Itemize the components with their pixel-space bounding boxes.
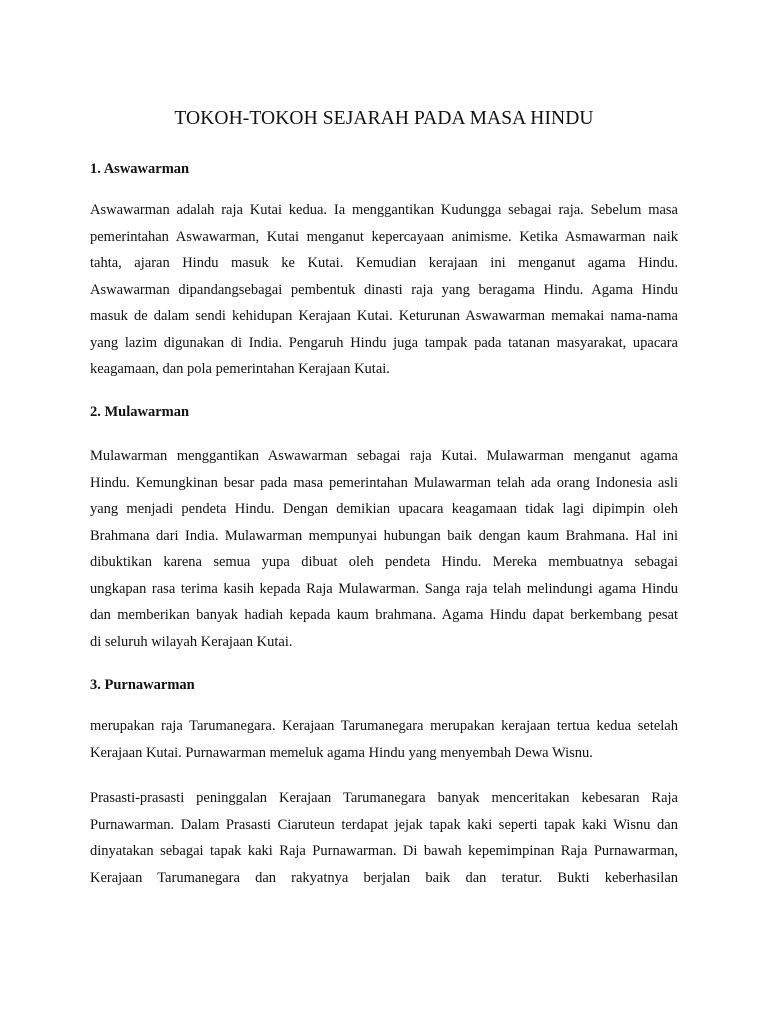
text-line: dan memberikan banyak hadiah kepada kaum brahmana. Agama Hindu dapat berkembang pesat bbox=[90, 607, 678, 623]
text-line: dinyatakan sebagai tapak kaki Raja Purnawarman. Di bawah kepemimpinan Raja Purnawarman, bbox=[90, 843, 678, 859]
text-line: yang menjadi pendeta Hindu. Dengan demikian upacara keagamaan tidak lagi dipimpin oleh bbox=[90, 501, 678, 517]
paragraph-aswawarman bbox=[90, 197, 678, 383]
text-line: Aswawarman dipandangsebagai pembentuk dinasti raja yang beragama Hindu. Agama Hindu bbox=[90, 281, 678, 298]
text-line: Brahmana dari India. Mulawarman mempunyai hubungan baik dengan kaum Brahmana. Hal ini bbox=[90, 527, 678, 544]
paragraph-purnawarman-1 bbox=[90, 713, 678, 766]
section-heading-aswawarman: 1. Aswawarman bbox=[90, 161, 190, 177]
text-line: merupakan raja Tarumanegara. Kerajaan Tarumanegara merupakan kerajaan tertua kedua setelah bbox=[90, 718, 678, 734]
text-line: Prasasti-prasasti peninggalan Kerajaan Tarumanegara banyak menceritakan kebesaran Raja bbox=[90, 790, 678, 806]
text-line: dibuktikan karena semua yupa dibuat oleh pendeta Hindu. Mereka membuatnya sebagai bbox=[90, 554, 678, 570]
section-heading-mulawarman: 2. Mulawarman bbox=[90, 404, 190, 420]
text-line: di seluruh wilayah Kerajaan Kutai. bbox=[90, 633, 293, 650]
text-line: Kerajaan Kutai. Purnawarman memeluk agama Hindu yang menyembah Dewa Wisnu. bbox=[90, 744, 593, 761]
paragraph-mulawarman bbox=[90, 443, 678, 655]
text-line: masuk de dalam sendi kehidupan Kerajaan Kutai. Keturunan Aswawarman memakai nama-nama bbox=[90, 308, 678, 324]
text-line: Hindu. Kemungkinan besar pada masa pemerintahan Mulawarman telah ada orang Indonesia asli bbox=[90, 474, 678, 491]
text-line: yang lazim digunakan di India. Pengaruh Hindu juga tampak pada tatanan masyarakat, upacara bbox=[90, 334, 678, 351]
text-line: Kerajaan Tarumanegara dan rakyatnya berjalan baik dan teratur. Bukti keberhasilan bbox=[90, 869, 678, 886]
text-line: keagamaan, dan pola pemerintahan Kerajaan Kutai. bbox=[90, 361, 390, 377]
text-line: Aswawarman adalah raja Kutai kedua. Ia menggantikan Kudungga sebagai raja. Sebelum masa bbox=[90, 202, 678, 218]
text-line: ungkapan rasa terima kasih kepada Raja Mulawarman. Sanga raja telah melindungi agama Hindu bbox=[90, 580, 678, 597]
paragraph-purnawarman-2 bbox=[90, 785, 678, 891]
text-line: Mulawarman menggantikan Aswawarman sebagai raja Kutai. Mulawarman menganut agama bbox=[90, 448, 678, 464]
section-heading-purnawarman: 3. Purnawarman bbox=[90, 677, 195, 693]
text-line: pemerintahan Aswawarman, Kutai menganut kepercayaan animisme. Ketika Asmawarman naik bbox=[90, 228, 678, 245]
text-line: tahta, ajaran Hindu masuk ke Kutai. Kemudian kerajaan ini menganut agama Hindu. bbox=[90, 255, 678, 271]
page-title: TOKOH-TOKOH SEJARAH PADA MASA HINDU bbox=[174, 108, 594, 129]
text-line: Purnawarman. Dalam Prasasti Ciaruteun terdapat jejak tapak kaki seperti tapak kaki Wisnu dan bbox=[90, 816, 678, 833]
